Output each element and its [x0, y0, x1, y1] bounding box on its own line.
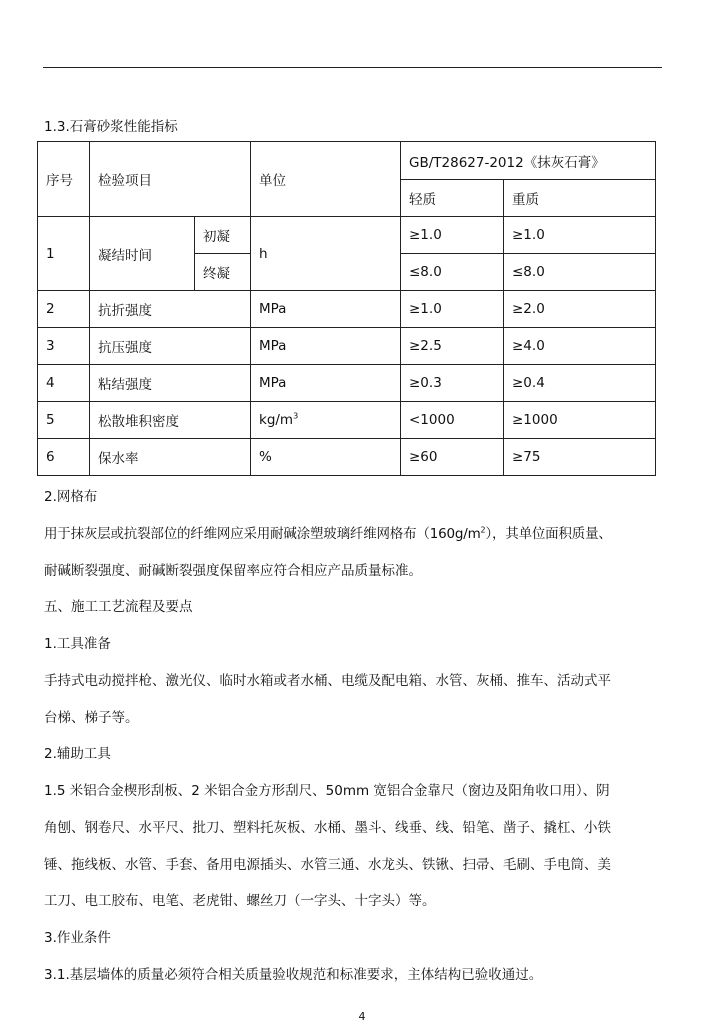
cell-light: ≥60 — [401, 439, 504, 476]
cell-seq: 5 — [38, 402, 90, 439]
cell-item: 凝结时间 — [90, 217, 195, 291]
cell-item: 松散堆积密度 — [90, 402, 251, 439]
cell-item: 抗压强度 — [90, 328, 251, 365]
cell-subitem: 初凝 — [195, 217, 251, 254]
tools-line: 台梯、梯子等。 — [44, 710, 139, 726]
cell-light: ≤8.0 — [401, 254, 504, 291]
tools-line: 手持式电动搅拌枪、激光仪、临时水箱或者水桶、电缆及配电箱、水管、灰桶、推车、活动式平 — [44, 673, 611, 689]
mesh-paragraph-line — [44, 525, 612, 543]
cell-light: ≥0.3 — [401, 365, 504, 402]
conditions-heading: 3.作业条件 — [44, 930, 111, 946]
cell-heavy: ≥2.0 — [504, 291, 656, 328]
header-item: 检验项目 — [90, 142, 251, 217]
mesh-text-a: 用于抹灰层或抗裂部位的纤维网应采用耐碱涂塑玻璃纤维网格布（160g/m — [44, 526, 481, 542]
cell-heavy: ≤8.0 — [504, 254, 656, 291]
cell-unit — [251, 402, 401, 439]
aux-line: 角刨、钢卷尺、水平尺、批刀、塑料托灰板、水桶、墨斗、线垂、线、铅笔、凿子、撬杠、小铁 — [44, 820, 611, 836]
table-header-row — [38, 142, 656, 180]
cell-heavy: ≥1.0 — [504, 217, 656, 254]
table-row — [38, 439, 656, 476]
tools-heading: 1.工具准备 — [44, 636, 111, 652]
header-standard: GB/T28627-2012《抹灰石膏》 — [401, 142, 656, 180]
cell-light: ≥2.5 — [401, 328, 504, 365]
cell-heavy: ≥4.0 — [504, 328, 656, 365]
table-row — [38, 217, 656, 254]
cell-unit: % — [251, 439, 401, 476]
table-caption: 1.3.石膏砂浆性能指标 — [44, 119, 178, 135]
mesh-superscript: 2 — [480, 525, 486, 535]
mesh-text-b: ），其单位面积质量、 — [485, 526, 612, 542]
cell-seq: 3 — [38, 328, 90, 365]
header-rule — [43, 67, 662, 68]
section-heading: 五、施工工艺流程及要点 — [44, 599, 193, 615]
aux-line: 锤、拖线板、水管、手套、备用电源插头、水管三通、水龙头、铁锹、扫帚、毛刷、手电筒、美 — [44, 857, 611, 873]
cell-unit: MPa — [251, 291, 401, 328]
header-heavy: 重质 — [504, 180, 656, 217]
mesh-paragraph-line: 耐碱断裂强度、耐碱断裂强度保留率应符合相应产品质量标准。 — [44, 563, 422, 579]
unit-base: kg/m — [259, 412, 294, 428]
cell-subitem: 终凝 — [195, 254, 251, 291]
cell-seq: 6 — [38, 439, 90, 476]
mesh-heading: 2.网格布 — [44, 489, 98, 505]
cell-seq: 4 — [38, 365, 90, 402]
table-row — [38, 402, 656, 439]
gypsum-mortar-spec-table — [37, 141, 656, 476]
cell-light: <1000 — [401, 402, 504, 439]
cell-seq: 1 — [38, 217, 90, 291]
table-row — [38, 365, 656, 402]
header-light: 轻质 — [401, 180, 504, 217]
aux-line: 工刀、电工胶布、电笔、老虎钳、螺丝刀（一字头、十字头）等。 — [44, 893, 436, 909]
aux-line: 1.5 米铝合金楔形刮板、2 米铝合金方形刮尺、50mm 宽铝合金靠尺（窗边及阳角收口用）、阴 — [44, 783, 610, 799]
cell-unit: h — [251, 217, 401, 291]
cell-light: ≥1.0 — [401, 217, 504, 254]
cell-unit: MPa — [251, 365, 401, 402]
page-number: 4 — [358, 1010, 366, 1023]
cell-heavy: ≥1000 — [504, 402, 656, 439]
table-row — [38, 328, 656, 365]
cell-unit: MPa — [251, 328, 401, 365]
cell-light: ≥1.0 — [401, 291, 504, 328]
unit-superscript: 3 — [293, 411, 299, 421]
cell-heavy: ≥75 — [504, 439, 656, 476]
cell-heavy: ≥0.4 — [504, 365, 656, 402]
cell-seq: 2 — [38, 291, 90, 328]
cell-item: 粘结强度 — [90, 365, 251, 402]
aux-heading: 2.辅助工具 — [44, 746, 111, 762]
conditions-line: 3.1.基层墙体的质量必须符合相关质量验收规范和标准要求，主体结构已验收通过。 — [44, 967, 543, 983]
cell-item: 保水率 — [90, 439, 251, 476]
header-unit: 单位 — [251, 142, 401, 217]
table-row — [38, 291, 656, 328]
header-seq: 序号 — [38, 142, 90, 217]
cell-item: 抗折强度 — [90, 291, 251, 328]
